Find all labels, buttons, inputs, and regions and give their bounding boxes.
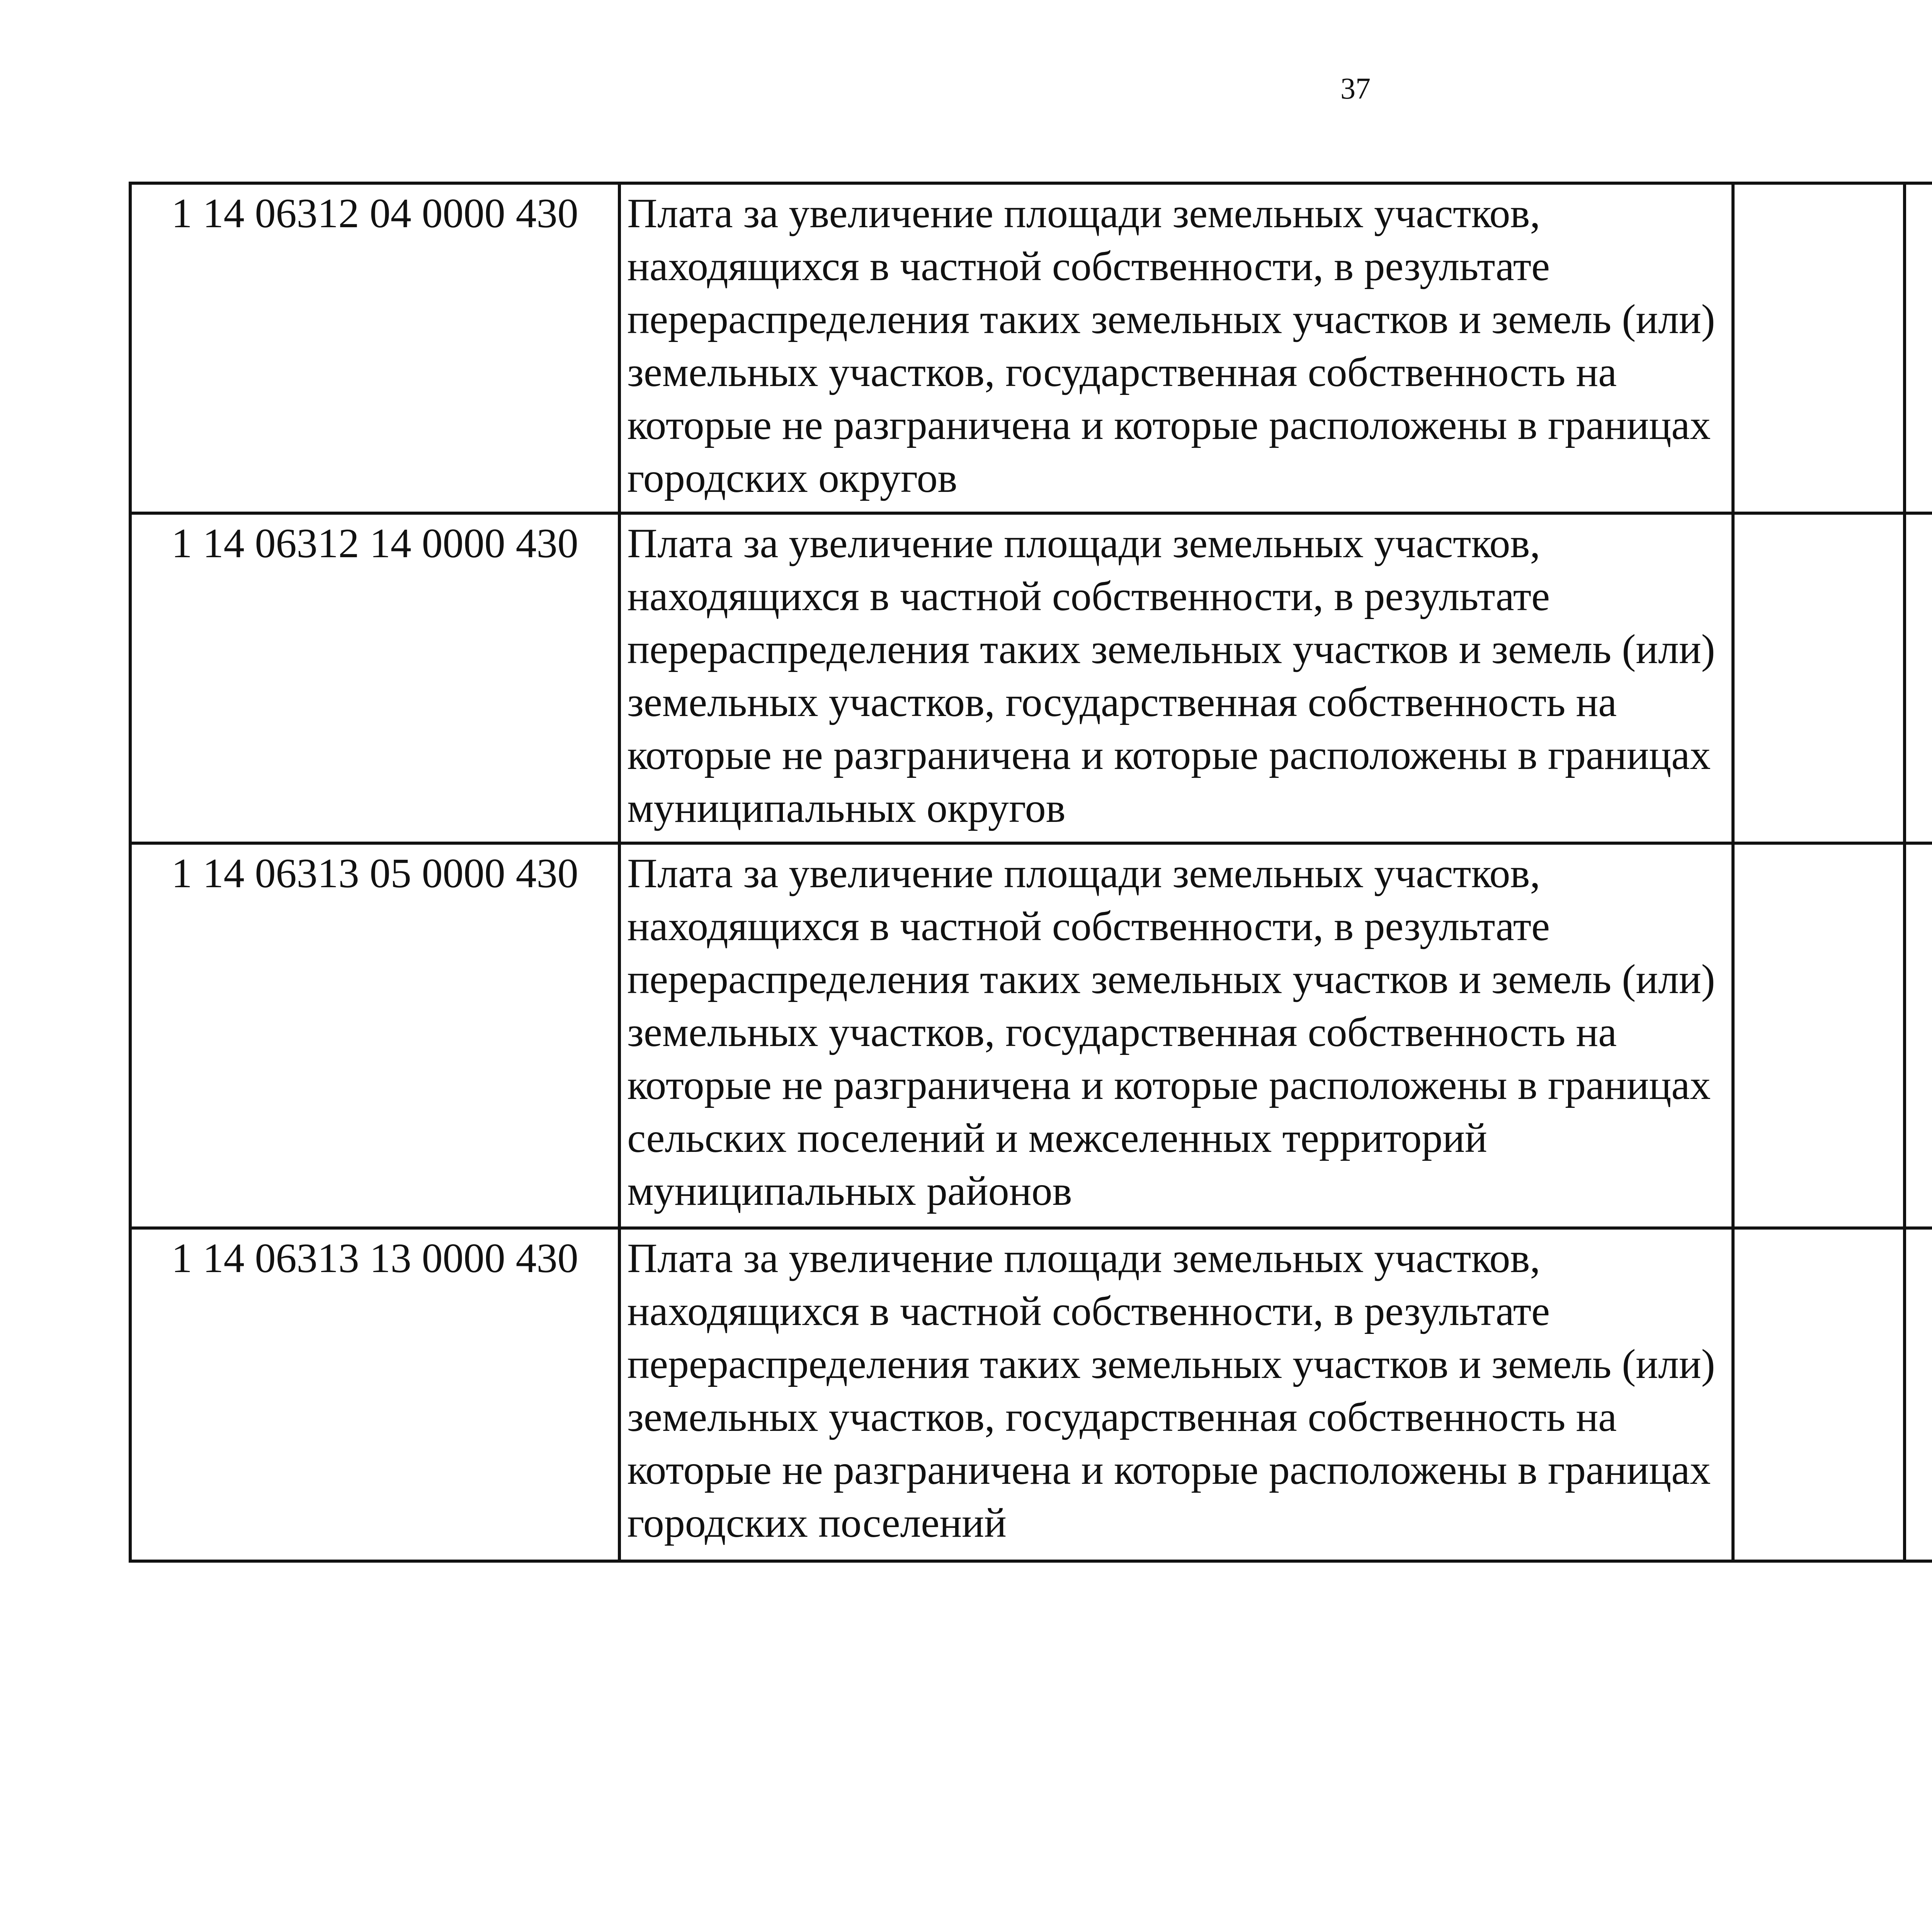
- budget-code-cell: 1 14 06312 14 0000 430: [130, 513, 619, 843]
- value-cell: [1905, 843, 1932, 1228]
- page-number: 37: [1340, 71, 1371, 105]
- description-cell: Плата за увеличение площади земельных участков, находящихся в частной собственности, в результате перераспределения таких земельных участков и земель (или) земельных участков, государственная собственность на которые не разграничена и которые расположены в границах сельских поселений и межселенных территорий муниципальных районов: [619, 843, 1733, 1228]
- value-cell: [1905, 1228, 1932, 1561]
- description-cell: Плата за увеличение площади земельных участков, находящихся в частной собственности, в результате перераспределения таких земельных участков и земель (или) земельных участков, государственная собственность на которые не разграничена и которые расположены в границах муниципальных округов: [619, 513, 1733, 843]
- budget-code-cell: 1 14 06313 13 0000 430: [130, 1228, 619, 1561]
- table-row: [130, 513, 1932, 843]
- table-row: [130, 1228, 1932, 1561]
- value-cell: [1733, 1228, 1905, 1561]
- revenue-distribution-table: [129, 182, 1932, 1563]
- description-cell: Плата за увеличение площади земельных участков, находящихся в частной собственности, в результате перераспределения таких земельных участков и земель (или) земельных участков, государственная собственность на которые не разграничена и которые расположены в границах городских округов: [619, 183, 1733, 513]
- value-cell: [1733, 513, 1905, 843]
- value-cell: [1905, 183, 1932, 513]
- table-row: [130, 843, 1932, 1228]
- description-cell: Плата за увеличение площади земельных участков, находящихся в частной собственности, в результате перераспределения таких земельных участков и земель (или) земельных участков, государственная собственность на которые не разграничена и которые расположены в границах городских поселений: [619, 1228, 1733, 1561]
- budget-code-cell: 1 14 06312 04 0000 430: [130, 183, 619, 513]
- budget-code-cell: 1 14 06313 05 0000 430: [130, 843, 619, 1228]
- value-cell: [1733, 843, 1905, 1228]
- value-cell: [1733, 183, 1905, 513]
- table-row: [130, 183, 1932, 513]
- value-cell: [1905, 513, 1932, 843]
